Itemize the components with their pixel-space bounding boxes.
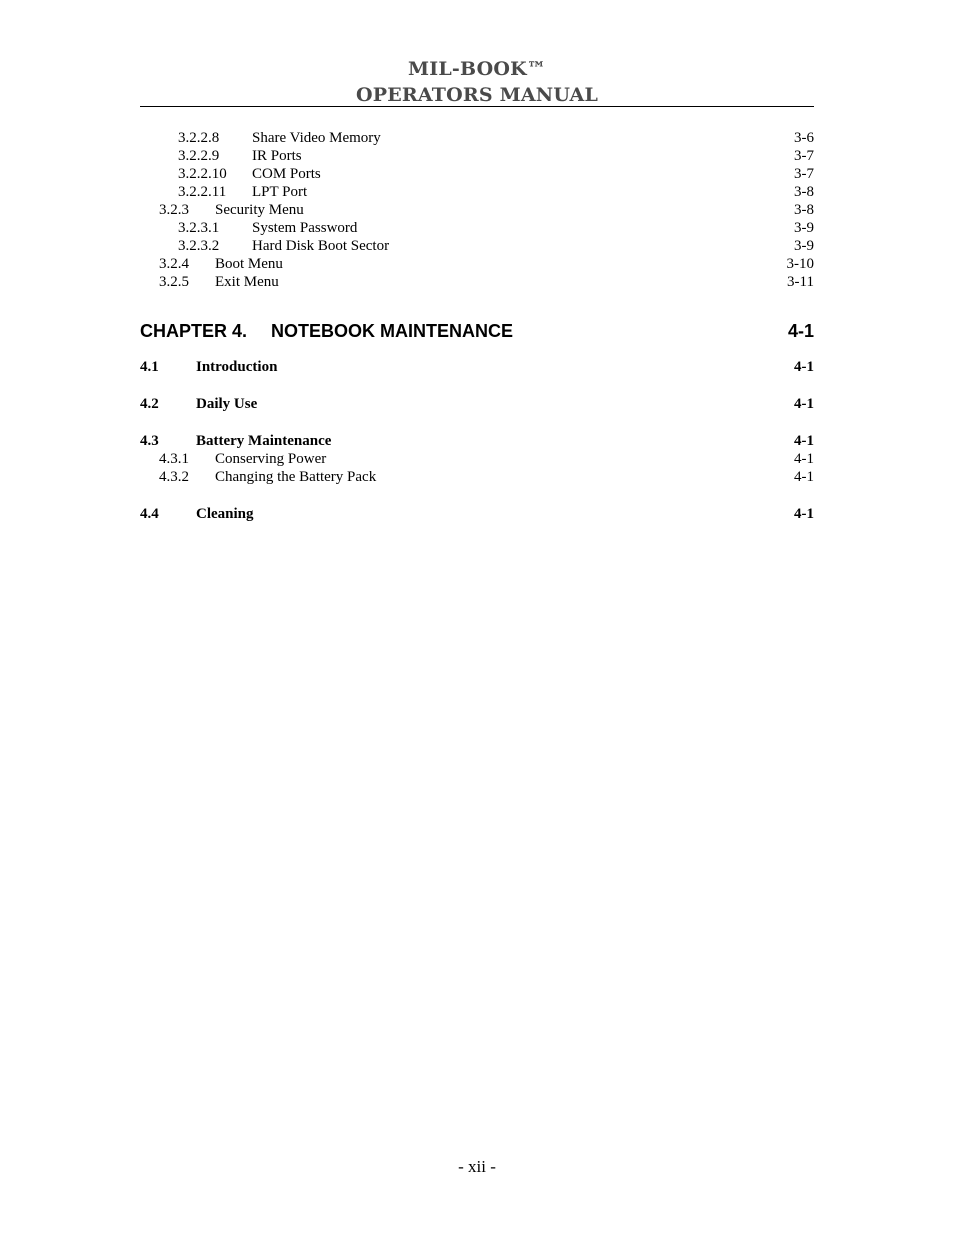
- toc-section-number: 4.4: [140, 506, 159, 522]
- toc-entry-title: COM Ports: [252, 166, 321, 182]
- toc-section[interactable]: [140, 505, 814, 523]
- toc-section[interactable]: [140, 358, 814, 376]
- toc-entry-number: 3.2.4: [159, 256, 189, 272]
- toc-entry-page: 3-7: [794, 166, 814, 182]
- toc-section-number: 4.1: [140, 359, 159, 375]
- toc-entry-page: 3-7: [794, 148, 814, 164]
- toc-section-page: 4-1: [794, 506, 814, 522]
- toc-section-title: Cleaning: [196, 506, 254, 522]
- header-divider: [140, 106, 814, 107]
- toc-entry-title: Changing the Battery Pack: [215, 469, 377, 485]
- toc-entry-number: 3.2.3: [159, 202, 189, 218]
- toc-entry-number: 4.3.2: [159, 469, 189, 485]
- header-subtitle: OPERATORS MANUAL: [355, 84, 599, 106]
- chapter-title: NOTEBOOK MAINTENANCE: [271, 321, 513, 341]
- toc-entry[interactable]: [140, 468, 814, 486]
- chapter-page: 4-1: [787, 321, 814, 341]
- toc-entry-title: System Password: [252, 220, 358, 236]
- toc-entry-title: Boot Menu: [215, 256, 283, 272]
- toc-entry-title: Exit Menu: [215, 274, 279, 290]
- chapter-number: CHAPTER 4.: [140, 321, 248, 341]
- toc-section-number: 4.2: [140, 396, 159, 412]
- toc-entry-number: 3.2.2.10: [178, 166, 227, 182]
- toc-entry-page: 3-6: [794, 130, 814, 146]
- toc-section-title: Daily Use: [196, 396, 258, 412]
- toc-entry-title: LPT Port: [252, 184, 308, 200]
- toc-entry[interactable]: [140, 450, 814, 468]
- toc-entry-number: 3.2.3.1: [178, 220, 220, 236]
- toc-entry[interactable]: [140, 273, 814, 291]
- toc-entry[interactable]: [140, 219, 814, 237]
- toc-entry-page: 3-10: [786, 256, 814, 272]
- toc-entry-page: 4-1: [794, 451, 814, 467]
- toc-entry-number: 3.2.5: [159, 274, 189, 290]
- toc-spacer: [140, 376, 814, 395]
- toc-entry-title: Share Video Memory: [252, 130, 381, 146]
- toc-entry[interactable]: [140, 165, 814, 183]
- toc-spacer: [140, 413, 814, 432]
- toc-entry-page: 3-8: [794, 202, 814, 218]
- toc-entry-page: 3-9: [794, 220, 814, 236]
- toc-entry[interactable]: [140, 237, 814, 255]
- header-title: MIL-BOOK™: [408, 58, 546, 80]
- toc-entry-page: 4-1: [794, 469, 814, 485]
- toc-section[interactable]: [140, 395, 814, 413]
- toc-entry-page: 3-8: [794, 184, 814, 200]
- toc-section-page: 4-1: [794, 396, 814, 412]
- table-of-contents: [140, 129, 814, 523]
- toc-entry-title: Conserving Power: [215, 451, 327, 467]
- toc-entry-title: IR Ports: [252, 148, 302, 164]
- toc-chapter-heading[interactable]: [140, 319, 814, 343]
- toc-entry[interactable]: [140, 201, 814, 219]
- toc-section-title: Introduction: [196, 359, 278, 375]
- toc-entry[interactable]: [140, 183, 814, 201]
- toc-entry-page: 3-11: [787, 274, 814, 290]
- toc-entry[interactable]: [140, 129, 814, 147]
- toc-entry-title: Security Menu: [215, 202, 304, 218]
- toc-spacer: [140, 486, 814, 505]
- toc-entry-title: Hard Disk Boot Sector: [252, 238, 390, 254]
- toc-entry-number: 3.2.3.2: [178, 238, 220, 254]
- toc-section-page: 4-1: [794, 359, 814, 375]
- running-header: [140, 56, 814, 108]
- toc-entry[interactable]: [140, 255, 814, 273]
- toc-entry[interactable]: [140, 147, 814, 165]
- toc-entry-number: 3.2.2.11: [178, 184, 227, 200]
- toc-section[interactable]: [140, 432, 814, 450]
- toc-section-title: Battery Maintenance: [196, 433, 332, 449]
- toc-entry-page: 3-9: [794, 238, 814, 254]
- page-number: - xii -: [458, 1157, 496, 1176]
- toc-section-number: 4.3: [140, 433, 159, 449]
- toc-entry-number: 3.2.2.9: [178, 148, 220, 164]
- toc-entry-number: 4.3.1: [159, 451, 189, 467]
- toc-entry-number: 3.2.2.8: [178, 130, 220, 146]
- toc-section-page: 4-1: [794, 433, 814, 449]
